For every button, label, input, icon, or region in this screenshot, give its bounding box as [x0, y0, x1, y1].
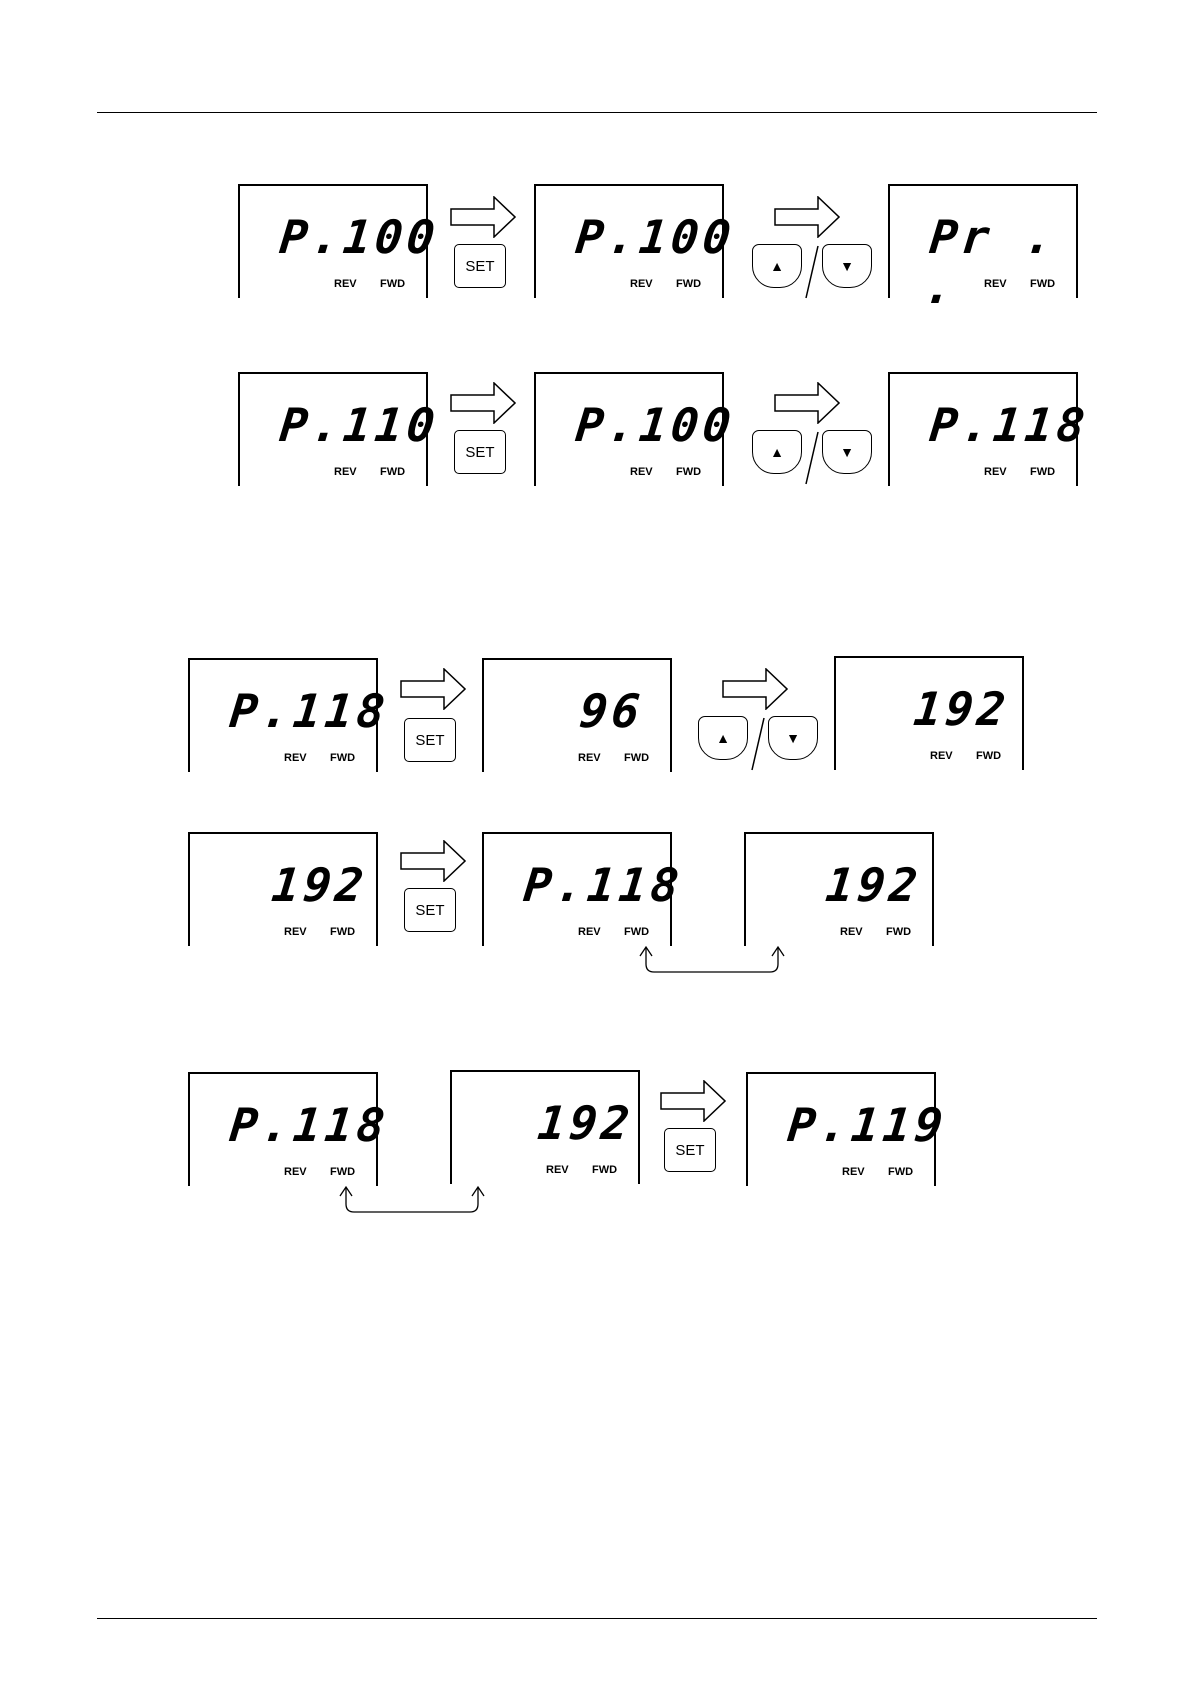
lcd-display [188, 832, 378, 946]
up-key[interactable]: ▲ [698, 716, 748, 760]
fwd-indicator: FWD [888, 1166, 914, 1178]
display-reading: P.110 [277, 398, 442, 452]
display-reading: Pr . . [921, 210, 1060, 314]
rev-indicator: REV [984, 278, 1007, 290]
display-reading: 192 [269, 858, 370, 912]
fwd-indicator: FWD [676, 278, 702, 290]
right-arrow-icon [722, 668, 788, 710]
rev-indicator: REV [630, 278, 653, 290]
rev-indicator: REV [578, 926, 601, 938]
set-button[interactable]: SET [404, 718, 456, 762]
fwd-indicator: FWD [380, 278, 406, 290]
lcd-display [534, 184, 738, 298]
lcd-display [482, 658, 672, 772]
rev-indicator: REV [630, 466, 653, 478]
slash-divider [750, 716, 766, 772]
lcd-display [534, 372, 738, 486]
up-down-keys [752, 244, 874, 300]
rev-indicator: REV [842, 1166, 865, 1178]
set-button[interactable]: SET [454, 430, 506, 474]
display-reading: P.100 [573, 210, 738, 264]
display-reading: P.119 [785, 1098, 950, 1152]
lcd-display [238, 372, 442, 486]
display-reading: P.118 [927, 398, 1092, 452]
lcd-display [744, 832, 934, 946]
fwd-indicator: FWD [330, 926, 356, 938]
alternating-loop-icon [332, 1184, 492, 1216]
right-arrow-icon [450, 196, 516, 238]
fwd-indicator: FWD [676, 466, 702, 478]
display-reading: P.118 [227, 1098, 392, 1152]
right-arrow-icon [400, 840, 466, 882]
up-key[interactable]: ▲ [752, 244, 802, 288]
fwd-indicator: FWD [976, 750, 1002, 762]
right-arrow-icon [774, 382, 840, 424]
rev-indicator: REV [840, 926, 863, 938]
rev-indicator: REV [930, 750, 953, 762]
display-reading: 192 [823, 858, 924, 912]
fwd-indicator: FWD [380, 466, 406, 478]
down-key[interactable]: ▼ [822, 430, 872, 474]
up-down-keys [698, 716, 820, 772]
rev-indicator: REV [578, 752, 601, 764]
fwd-indicator: FWD [886, 926, 912, 938]
lcd-display [188, 1072, 392, 1186]
fwd-indicator: FWD [330, 1166, 356, 1178]
display-reading: P.118 [521, 858, 686, 912]
lcd-display [746, 1072, 950, 1186]
set-button[interactable]: SET [454, 244, 506, 288]
lcd-display [888, 184, 1078, 314]
lcd-display [450, 1070, 640, 1184]
slash-divider [804, 244, 820, 300]
set-button[interactable]: SET [664, 1128, 716, 1172]
fwd-indicator: FWD [1030, 278, 1056, 290]
fwd-indicator: FWD [592, 1164, 618, 1176]
display-reading: 192 [535, 1096, 636, 1150]
down-key[interactable]: ▼ [822, 244, 872, 288]
right-arrow-icon [400, 668, 466, 710]
rev-indicator: REV [546, 1164, 569, 1176]
lcd-display [238, 184, 442, 298]
right-arrow-icon [774, 196, 840, 238]
display-reading: 192 [911, 682, 1012, 736]
lcd-display [188, 658, 392, 772]
up-down-keys [752, 430, 874, 486]
lcd-display [834, 656, 1024, 770]
header-rule [97, 112, 1097, 113]
set-button[interactable]: SET [404, 888, 456, 932]
slash-divider [804, 430, 820, 486]
rev-indicator: REV [284, 752, 307, 764]
fwd-indicator: FWD [624, 752, 650, 764]
footer-rule [97, 1618, 1097, 1619]
display-reading: P.100 [277, 210, 442, 264]
display-reading: 96 [577, 684, 647, 738]
fwd-indicator: FWD [624, 926, 650, 938]
alternating-loop-icon [632, 944, 792, 976]
lcd-display [888, 372, 1092, 486]
lcd-display [482, 832, 686, 946]
display-reading: P.118 [227, 684, 392, 738]
display-reading: P.100 [573, 398, 738, 452]
right-arrow-icon [450, 382, 516, 424]
rev-indicator: REV [334, 466, 357, 478]
fwd-indicator: FWD [330, 752, 356, 764]
rev-indicator: REV [334, 278, 357, 290]
rev-indicator: REV [984, 466, 1007, 478]
up-key[interactable]: ▲ [752, 430, 802, 474]
fwd-indicator: FWD [1030, 466, 1056, 478]
rev-indicator: REV [284, 1166, 307, 1178]
rev-indicator: REV [284, 926, 307, 938]
down-key[interactable]: ▼ [768, 716, 818, 760]
right-arrow-icon [660, 1080, 726, 1122]
